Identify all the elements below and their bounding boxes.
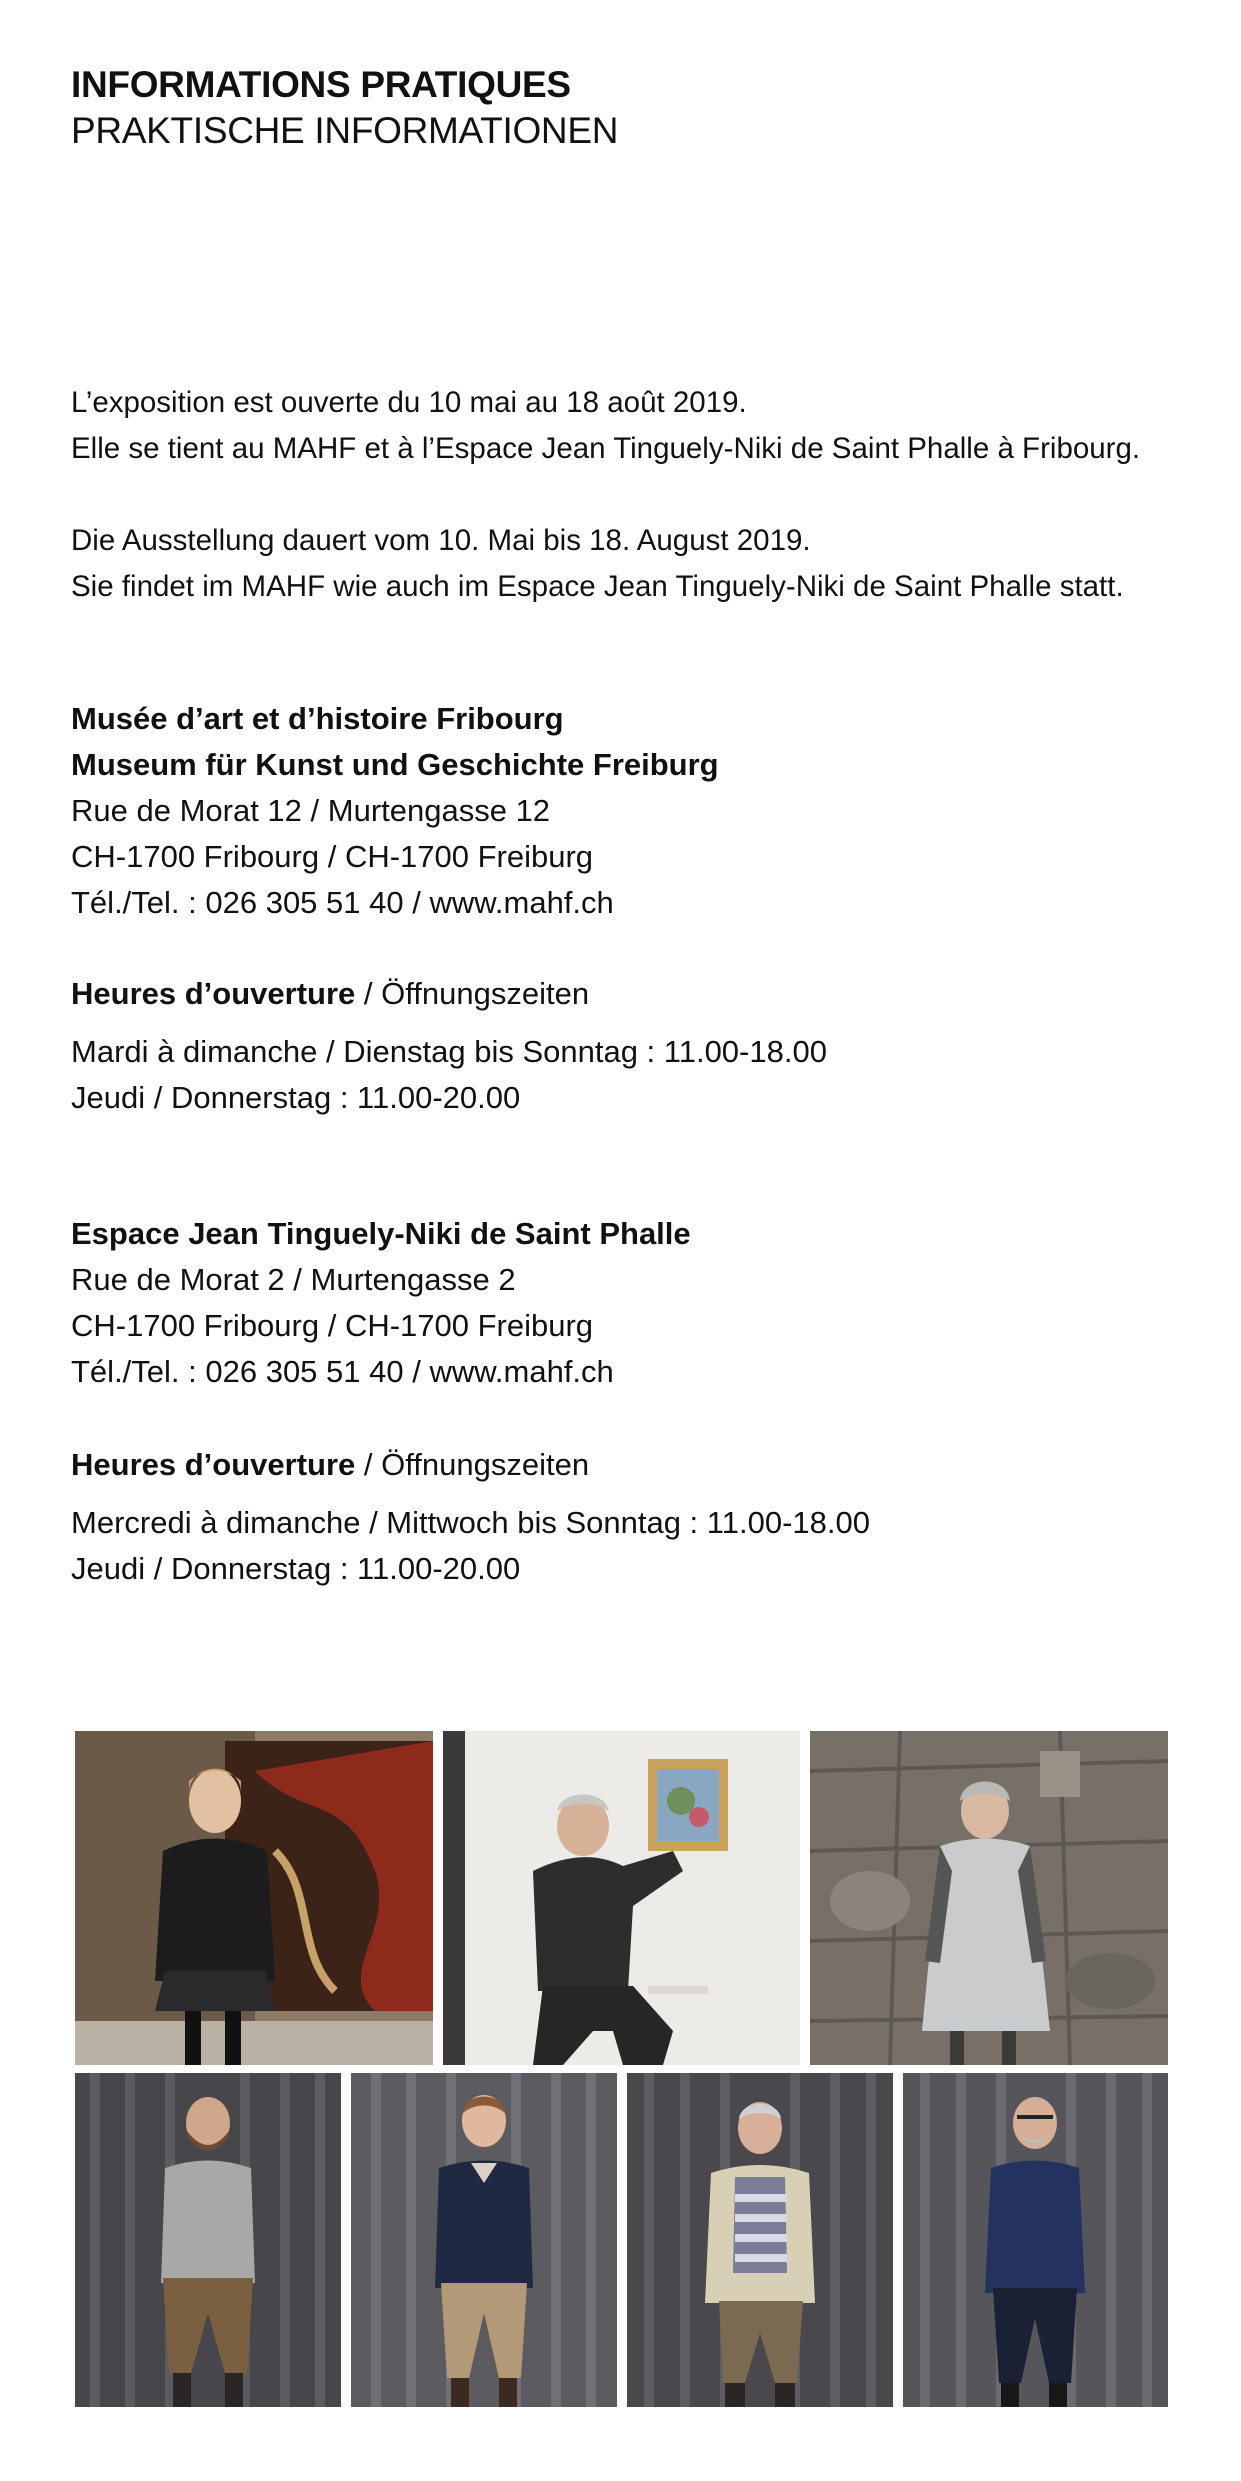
museum-name-de: Museum für Kunst und Geschichte Freiburg	[71, 747, 719, 782]
espace-street: Rue de Morat 2 / Murtengasse 2	[71, 1262, 516, 1297]
espace-hours	[71, 1500, 870, 1592]
espace-hours-line: Jeudi / Donnerstag : 11.00-20.00	[71, 1551, 521, 1586]
espace-hours-title-de: / Öffnungszeiten	[355, 1447, 590, 1482]
portrait-photo-7	[903, 2073, 1168, 2407]
intro-fr-line: L’exposition est ouverte du 10 mai au 18 août 2019.	[71, 386, 747, 419]
espace-hours-title: Heures d’ouverture	[71, 1447, 356, 1482]
intro-de	[71, 518, 1124, 610]
museum-street: Rue de Morat 12 / Murtengasse 12	[71, 793, 551, 828]
museum-address	[71, 696, 719, 926]
museum-name-fr: Musée d’art et d’histoire Fribourg	[71, 701, 564, 736]
museum-hours-title: Heures d’ouverture	[71, 976, 356, 1011]
museum-hours	[71, 1029, 827, 1121]
museum-hours-title-de: / Öffnungszeiten	[355, 976, 590, 1011]
espace-hours-heading	[71, 1442, 589, 1488]
espace-name: Espace Jean Tinguely-Niki de Saint Phalle	[71, 1216, 691, 1251]
portrait-photo-2	[443, 1731, 800, 2065]
espace-hours-line: Mercredi à dimanche / Mittwoch bis Sonntag : 11.00-18.00	[71, 1505, 870, 1540]
page-title: INFORMATIONS PRATIQUES	[71, 64, 571, 105]
portrait-photo-4	[75, 2073, 341, 2407]
page-subtitle: PRAKTISCHE INFORMATIONEN	[71, 110, 619, 151]
museum-hours-line: Mardi à dimanche / Dienstag bis Sonntag : 11.00-18.00	[71, 1034, 827, 1069]
espace-address	[71, 1211, 691, 1395]
portrait-photo-6	[627, 2073, 893, 2407]
espace-city: CH-1700 Fribourg / CH-1700 Freiburg	[71, 1308, 594, 1343]
intro-de-line: Sie findet im MAHF wie auch im Espace Jean Tinguely-Niki de Saint Phalle statt.	[71, 570, 1124, 603]
intro-de-line: Die Ausstellung dauert vom 10. Mai bis 18. August 2019.	[71, 524, 811, 557]
portrait-photo-5	[351, 2073, 617, 2407]
museum-contact: Tél./Tel. : 026 305 51 40 / www.mahf.ch	[71, 885, 614, 920]
museum-hours-heading	[71, 971, 589, 1017]
portrait-photo-1	[75, 1731, 433, 2065]
intro-fr-line: Elle se tient au MAHF et à l’Espace Jean Tinguely-Niki de Saint Phalle à Fribourg.	[71, 432, 1141, 465]
museum-hours-line: Jeudi / Donnerstag : 11.00-20.00	[71, 1080, 521, 1115]
espace-contact: Tél./Tel. : 026 305 51 40 / www.mahf.ch	[71, 1354, 614, 1389]
museum-city: CH-1700 Fribourg / CH-1700 Freiburg	[71, 839, 594, 874]
intro-fr	[71, 380, 1140, 472]
portrait-photo-3	[810, 1731, 1168, 2065]
